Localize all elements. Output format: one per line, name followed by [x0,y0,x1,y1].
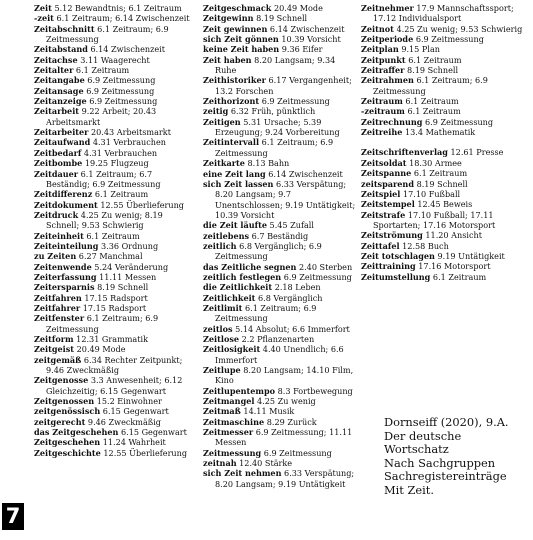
entry-references: 6.8 Vergänglich [257,292,323,303]
entry-references: 6.9 Zeitmessung; 11.11 Messen [215,427,353,448]
entry-headword: zeitlos [203,323,233,334]
index-entry [361,272,531,282]
entry-references: 9.19 Untätigkeit [437,250,505,261]
entry-references: 9.15 Plan [401,44,440,55]
index-entry [203,96,357,106]
entry-headword: das Zeitliche segnen [203,261,297,272]
entry-headword: Zeitplan [361,44,399,55]
entry-references: 20.49 Mode [273,3,323,13]
index-entry [34,313,196,334]
entry-references: 6.7 Beständig [251,230,309,241]
entry-headword: Zeitlupe [203,365,241,376]
note-line: Mit Zeit. [384,482,435,497]
entry-references: 12.58 Buch [402,240,449,251]
index-entry [203,406,357,416]
index-entry [203,282,357,292]
entry-headword: zeitgenössisch [34,406,101,417]
index-entry [361,189,531,199]
entry-headword: Zeitgeschehen [34,437,101,448]
entry-references: 8.29 Zurück [266,416,317,427]
index-entry [203,3,357,13]
entry-references: 5.14 Absolut; 6.6 Immerfort [235,323,350,334]
entry-headword: Zeitlose [203,334,240,344]
entry-headword: Zeitrechnung [361,116,423,127]
index-entry [34,272,196,282]
entry-headword: Zeitgeschmack [203,3,272,13]
note-line: Sachregistereinträge [384,469,507,484]
index-entry [203,293,357,303]
entry-headword: Zeitansage [34,85,84,96]
entry-headword: Zeitfenster [34,313,85,324]
entry-headword: Zeitspanne [361,168,412,179]
entry-references: 8.19 Schnell [407,65,459,76]
index-entry [34,75,196,85]
entry-headword: Zeitraffer [361,65,405,76]
entry-references: 20.49 Mode [76,344,126,355]
index-entry [34,200,196,210]
entry-references: 6.9 Zeitmessung [261,96,330,107]
entry-headword: Zeitnot [361,23,394,34]
index-entry [203,24,357,34]
index-entry [361,3,531,24]
index-entry [361,75,531,96]
index-entry [203,458,357,468]
entry-headword: Zeittraining [361,261,416,272]
entry-references: 6.1 Zeitraum [86,230,140,241]
entry-references: 4.25 Zu wenig; 9.53 Schwierig [396,23,523,34]
entry-references: 6.9 Zeitmessung [415,34,484,45]
index-entry [203,137,357,158]
index-entry [34,231,196,241]
entry-references: 6.8 Vergänglich; 6.9 Zeitmessung [215,240,322,262]
entry-references: 9.36 Eifer [281,44,323,55]
index-entry [34,344,196,354]
entry-headword: Zeit totschlagen [361,250,435,261]
entry-references: 6.1 Zeitraum [432,271,487,282]
index-entry [203,396,357,406]
index-entry [361,210,531,231]
entry-references: 6.1 Zeitraum; 6.9 Zeitmessung [215,137,334,158]
entry-headword: Zeitachse [34,54,78,65]
entry-headword: Zeitform [34,334,74,344]
index-entry [361,34,531,44]
entry-references: 12.55 Überlieferung [103,447,188,458]
entry-references: 6.15 Gegenwart [102,406,169,417]
entry-references: 6.1 Zeitraum; 6.7 Beständig; 6.9 Zeitmessung [46,168,161,189]
index-entry [34,189,196,199]
entry-headword: Zeitspiel [361,188,401,199]
entry-headword: Zeitbombe [34,158,83,169]
entry-headword: Zeitlichkeit [203,292,256,303]
entry-references: 3.11 Waagerecht [80,54,150,65]
entry-references: 8.3 Fortbewegung [277,385,353,396]
entry-references: 6.1 Zeitraum [405,96,459,107]
entry-references: 6.14 Zwischenzeit [90,44,165,55]
entry-headword: Zeitraum [361,96,403,107]
entry-headword: Zeitabstand [34,44,88,55]
entry-references: 6.1 Zeitraum [94,189,149,200]
index-entry [361,55,531,65]
entry-references: 6.14 Zwischenzeit [269,23,345,34]
entry-references: 5.45 Zufall [269,220,314,231]
index-entry [203,448,357,458]
entry-references: 6.33 Verspätung; 8.20 Langsam; 9.7 Unentschlossen; 9.19 Untätigkeit; 10.39 Vorsicht [215,178,356,220]
entry-references: 6.1 Zeitraum [75,65,130,76]
entry-headword: Zeiteinteilung [34,240,99,251]
entry-headword: Zeitschriftenverlag [361,147,448,158]
entry-references: 12.40 Stärke [239,458,293,469]
entry-headword: Zeitgeist [34,344,75,355]
entry-references: 17.10 Fußball; 17.11 Sportarten; 17.16 Motorsport [373,209,496,230]
note-line: Nach Sachgruppen [384,455,496,470]
index-entry [34,448,196,458]
entry-headword: Zeitmaß [203,406,241,417]
index-entry [203,241,357,262]
index-entry [361,261,531,271]
index-entry [34,55,196,65]
index-entry [203,231,357,241]
entry-references: 10.39 Vorsicht [281,34,341,45]
entry-references: 17.16 Motorsport [418,261,491,272]
index-entry [34,355,196,376]
index-entry [203,158,357,168]
entry-references: 17.10 Fußball [402,188,461,199]
entry-headword: zeitgemäß [34,354,82,365]
entry-references: 6.27 Manchmal [78,251,143,262]
entry-headword: Zeitabschnitt [34,23,95,34]
entry-references: 18.30 Armee [409,157,462,168]
note-line: Der deutsche Wortschatz [384,428,462,457]
entry-references: 6.9 Zeitmessung [89,96,158,107]
entry-headword: Zeitalter [34,65,74,76]
page-number-badge: 7 [2,503,24,530]
entry-headword: Zeitintervall [203,137,260,148]
note-line: Dornseiff (2020), 9.A. [384,415,509,429]
index-entry [34,3,196,13]
entry-headword: Zeitströmung [361,230,423,241]
entry-references: 2.40 Sterben [298,261,353,272]
entry-references: 6.9 Zeitmessung [263,447,332,458]
entry-references: 8.20 Langsam; 14.10 Film, Kino [215,365,354,386]
index-entry [361,168,531,178]
entry-references: 15.2 Einwohner [96,396,162,407]
entry-headword: Zeitumstellung [361,271,431,282]
entry-headword: Zeiteinheit [34,230,84,241]
entry-headword: Zeitlosigkeit [203,344,261,355]
entry-references: 6.1 Zeitraum; 6.9 Zeitmessung [373,75,488,96]
entry-references: 8.20 Langsam; 9.34 Ruhe [215,54,336,76]
index-entry [34,86,196,96]
index-entry [34,282,196,292]
entry-references: 9.22 Arbeit; 20.43 Arbeitsmarkt [46,106,157,127]
index-entry [34,334,196,344]
index-entry [34,210,196,231]
entry-references: 6.1 Zeitraum; 6.9 Zeitmessung [46,313,159,334]
entry-headword: Zeitarbeit [34,106,80,117]
index-entry [361,179,531,189]
entry-references: 12.45 Beweis [417,199,473,210]
entry-references: 17.9 Mannschaftssport; 17.12 Individualsport [373,3,514,24]
entry-references: 6.1 Zeitraum; 6.9 Zeitmessung [46,23,169,45]
entry-headword: Zeitmangel [203,396,255,407]
entry-headword: Zeitgenosse [34,375,89,386]
entry-headword: Zeithorizont [203,96,260,107]
entry-headword: Zeitsoldat [361,157,407,168]
index-entry [34,13,196,23]
entry-headword: Zeitlimit [203,302,243,313]
entry-references: 6.1 Zeitraum; 6.14 Zwischenzeit [56,13,190,24]
index-entry [203,75,357,96]
entry-references: 6.32 Früh, pünktlich [230,106,316,117]
source-note [384,416,529,498]
index-entry [361,251,531,261]
entry-references: 13.4 Mathematik [404,127,476,138]
entry-references: 11.24 Wahrheit [102,437,166,448]
entry-headword: Zeitarbeiter [34,127,89,138]
index-entry [361,106,531,116]
index-entry [203,417,357,427]
index-entry [34,44,196,54]
index-entry [203,344,357,365]
index-entry [203,427,357,448]
entry-headword: eine Zeit lang [203,168,266,179]
index-entry [34,96,196,106]
index-entry [203,365,357,386]
index-entry [34,293,196,303]
index-entry [361,117,531,127]
entry-headword: Zeitfahrer [34,302,81,313]
index-entry [203,169,357,179]
entry-references: 17.15 Radsport [84,292,148,303]
index-entry [361,65,531,75]
entry-references: 4.25 Zu wenig [257,396,316,407]
entry-headword: -zeitraum [361,106,405,117]
entry-headword: Zeitmessung [203,447,262,458]
entry-headword: Zeitaufwand [34,137,91,148]
index-entry [361,96,531,106]
entry-headword: zu Zeiten [34,251,77,262]
index-entry [361,147,531,157]
entry-headword: Zeitanzeige [34,96,87,107]
index-entry [203,13,357,23]
entry-references: 6.33 Verspätung; 8.20 Langsam; 9.19 Untätigkeit [215,468,355,489]
index-entry [34,106,196,127]
entry-references: 12.55 Überlieferung [100,199,184,210]
entry-headword: zeitlebens [203,230,250,241]
entry-headword: Zeitdauer [34,168,79,179]
index-entry [34,158,196,168]
entry-headword: keine Zeit haben [203,44,280,55]
entry-references: 2.18 Leben [274,282,321,293]
entry-headword: zeitsparend [361,178,414,189]
entry-headword: Zeitstempel [361,199,415,210]
entry-headword: Zeitpunkt [361,54,406,65]
entry-references: 6.34 Rechter Zeitpunkt; 9.46 Zweckmäßig [46,354,183,376]
index-entry [34,406,196,416]
entry-headword: Zeit [34,3,52,13]
entry-headword: Zeitkarte [203,158,245,169]
index-entry [361,230,531,240]
index-entry [203,44,357,54]
index-entry [34,169,196,190]
entry-references: 3.3 Anwesenheit; 6.12 Gleichzeitig; 6.15 Gegenwart [46,375,183,396]
entry-references: 12.61 Presse [450,147,504,158]
entry-references: 8.19 Schnell [97,282,149,293]
index-entry [34,127,196,137]
entry-headword: Zeitreihe [361,127,403,138]
index-entry [34,417,196,427]
index-entry [34,251,196,261]
index-entry [361,127,531,137]
entry-headword: Zeitdifferenz [34,189,93,200]
index-entry [203,386,357,396]
entry-headword: Zeitfahren [34,292,82,303]
entry-references: 6.1 Zeitraum; 6.9 Zeitmessung [215,302,317,324]
entry-references: 6.9 Zeitmessung [283,271,352,282]
entry-references: 5.31 Ursache; 5.39 Erzeugung; 9.24 Vorbereitung [215,116,340,138]
index-entry [203,468,357,489]
entry-headword: Zeitdokument [34,199,98,210]
entry-headword: Zeitstrafe [361,209,406,220]
entry-references: 8.19 Schnell [256,13,308,24]
entry-references: 20.43 Arbeitsmarkt [91,127,171,138]
entry-references: 6.9 Zeitmessung [86,85,155,96]
entry-headword: sich Zeit gönnen [203,34,279,45]
entry-headword: die Zeit läufte [203,220,267,231]
entry-headword: Zeitigen [203,116,241,127]
entry-references: 4.31 Verbrauchen [92,137,167,148]
entry-references: 4.25 Zu wenig; 8.19 Schnell; 9.53 Schwierig [46,209,163,231]
index-entry [203,55,357,76]
entry-references: 17.15 Radsport [82,302,147,313]
entry-references: 14.11 Musik [243,406,295,417]
entry-references: 6.1 Zeitraum [407,106,461,117]
entry-references: 4.40 Unendlich; 6.6 Immerfort [215,344,344,365]
index-entry [203,117,357,138]
entry-references: 6.1 Zeitraum [408,54,462,65]
entry-headword: zeitgerecht [34,416,86,427]
entry-headword: die Zeitlichkeit [203,282,273,293]
index-entry [203,179,357,220]
entry-headword: -zeit [34,13,54,24]
index-entry [34,241,196,251]
entry-headword: Zeitmaschine [203,416,265,427]
entry-headword: Zeittafel [361,240,400,251]
entry-headword: Zeitgewinn [203,13,254,24]
entry-headword: Zeit haben [203,54,252,65]
entry-headword: Zeitrahmen [361,75,414,86]
entry-references: 4.31 Verbrauchen [83,147,158,158]
entry-references: 12.31 Grammatik [76,334,148,344]
index-column-2 [203,3,357,489]
entry-references: 11.11 Messen [99,271,157,282]
entry-headword: Zeithistoriker [203,75,266,86]
entry-headword: zeitig [203,106,229,117]
index-entry [361,44,531,54]
entry-headword: sich Zeit nehmen [203,468,282,479]
index-entry [34,437,196,447]
index-entry [34,262,196,272]
entry-headword: Zeitmesser [203,427,254,438]
entry-headword: Zeit gewinnen [203,23,268,34]
index-column-1 [34,3,196,458]
index-entry [203,220,357,230]
entry-headword: Zeiterfassung [34,271,97,282]
index-entry [34,148,196,158]
entry-references: 6.9 Zeitmessung [425,116,494,127]
index-entry [361,199,531,209]
index-entry [203,324,357,334]
entry-headword: zeitlich [203,240,237,251]
entry-headword: das Zeitgeschehen [34,427,119,438]
entry-references: 6.17 Vergangenheit; 13.2 Forschen [215,75,352,96]
index-entry [361,241,531,251]
entry-references: 19.25 Flugzeug [84,158,149,169]
entry-references: 8.13 Bahn [247,158,290,169]
entry-references: 5.24 Veränderung [94,261,169,272]
entry-references: 6.1 Zeitraum [413,168,468,179]
entry-headword: Zeitenwende [34,261,92,272]
index-entry [34,65,196,75]
index-entry [34,24,196,45]
entry-references: 6.15 Gegenwart [120,427,187,438]
index-entry [203,262,357,272]
entry-references: 11.20 Ansicht [425,230,482,241]
entry-headword: Zeitgeschichte [34,447,101,458]
entry-headword: Zeitnehmer [361,3,414,13]
entry-references: 8.19 Schnell [416,178,468,189]
index-entry [34,375,196,396]
index-entry [203,272,357,282]
entry-headword: Zeitgenossen [34,396,95,407]
entry-headword: zeitlich festlegen [203,271,282,282]
section-gap [361,137,531,147]
entry-references: 6.9 Zeitmessung [87,75,156,86]
index-entry [34,427,196,437]
index-entry [203,106,357,116]
index-entry [203,303,357,324]
entry-headword: Zeitbedarf [34,147,82,158]
index-entry [203,334,357,344]
index-entry [361,24,531,34]
entry-references: 9.46 Zweckmäßig [87,416,161,427]
index-entry [203,34,357,44]
entry-headword: Zeitersparnis [34,282,95,293]
entry-references: 3.36 Ordnung [101,240,159,251]
index-entry [34,396,196,406]
entry-headword: Zeitangabe [34,75,85,86]
entry-headword: Zeitlupentempo [203,385,276,396]
index-entry [34,137,196,147]
entry-references: 5.12 Bewandtnis; 6.1 Zeitraum [54,3,182,13]
entry-headword: zeitnah [203,458,237,469]
entry-headword: Zeitdruck [34,209,79,220]
index-entry [34,303,196,313]
entry-references: 2.2 Pflanzenarten [241,334,315,344]
entry-headword: sich Zeit lassen [203,178,274,189]
index-column-3 [361,3,531,282]
entry-references: 6.14 Zwischenzeit [268,168,343,179]
index-entry [361,158,531,168]
entry-headword: Zeitperiode [361,34,414,45]
